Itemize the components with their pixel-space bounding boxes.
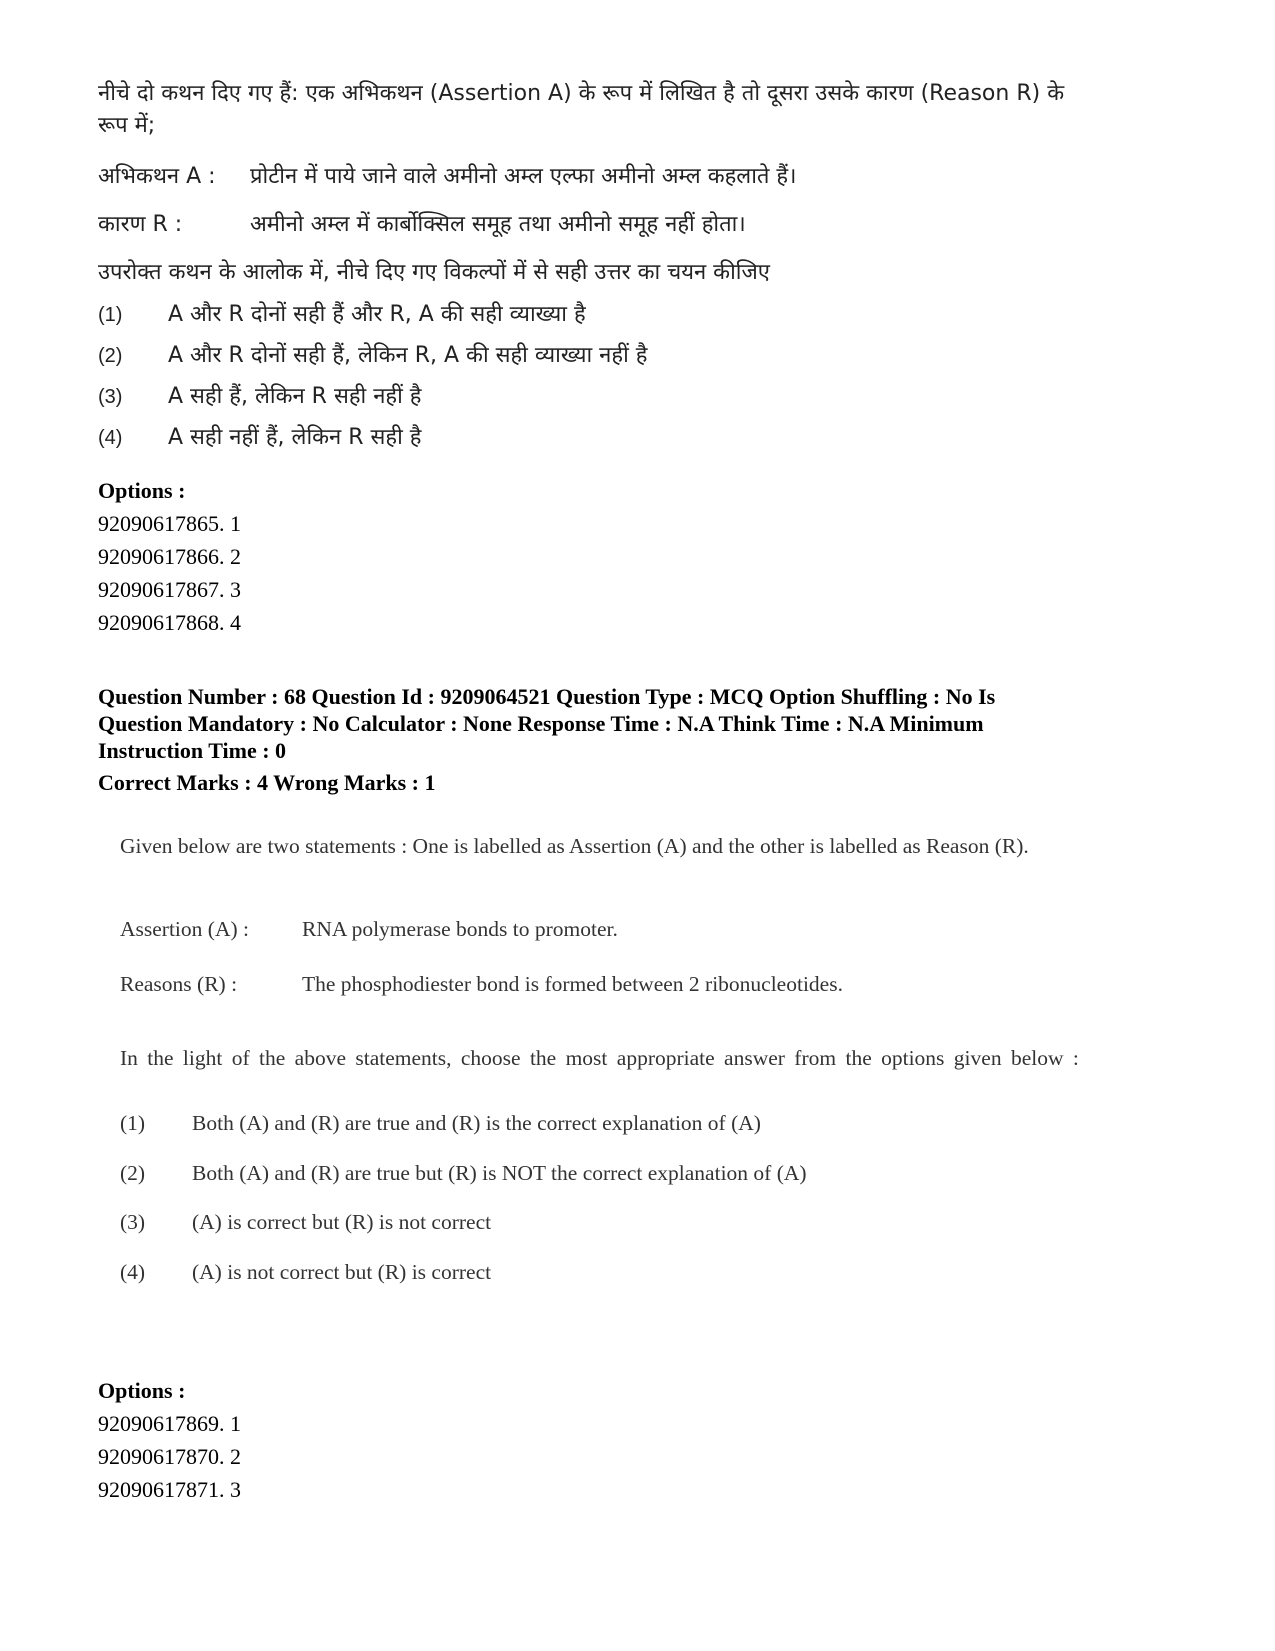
hindi-choice	[98, 300, 1078, 341]
english-choice	[120, 1257, 1080, 1307]
hindi-assertion-label: अभिकथन A :	[98, 164, 216, 189]
choice-number: (4)	[98, 427, 123, 449]
question-marks: Correct Marks : 4 Wrong Marks : 1	[98, 770, 436, 795]
hindi-assertion	[98, 162, 1078, 192]
choice-text: A और R दोनों सही हैं और R, A की सही व्याख्या है	[168, 302, 586, 327]
hindi-choice	[98, 423, 1078, 464]
choice-text: Both (A) and (R) are true and (R) is the correct explanation of (A)	[192, 1111, 761, 1135]
hindi-assertion-text: प्रोटीन में पाये जाने वाले अमीनो अम्ल एल्फा अमीनो अम्ल कहलाते हैं।	[250, 164, 797, 189]
option-id-row: 92090617870. 2	[98, 1444, 241, 1469]
english-reason	[120, 969, 1080, 999]
english-reason-text: The phosphodiester bond is formed between 2 ribonucleotides.	[302, 972, 843, 996]
english-assertion	[120, 914, 1080, 944]
options-heading: Options :	[98, 1378, 186, 1403]
choice-text: A और R दोनों सही हैं, लेकिन R, A की सही व्याख्या नहीं है	[168, 343, 648, 368]
hindi-choice	[98, 382, 1078, 423]
question-meta-line: Question Number : 68 Question Id : 9209064521 Question Type : MCQ Option Shuffling : No Is	[98, 684, 996, 709]
choice-text: (A) is not correct but (R) is correct	[192, 1259, 492, 1284]
english-choice	[120, 1108, 1080, 1158]
choice-text: (A) is correct but (R) is not correct	[192, 1210, 492, 1234]
english-intro: Given below are two statements : One is labelled as Assertion (A) and the other is labelled as Reason (R).	[120, 834, 1029, 858]
english-reason-label: Reasons (R) :	[120, 972, 238, 996]
choice-number: (1)	[120, 1111, 146, 1135]
hindi-instruction: उपरोक्त कथन के आलोक में, नीचे दिए गए विकल्पों में से सही उत्तर का चयन कीजिए	[98, 260, 770, 285]
choice-text: Both (A) and (R) are true but (R) is NOT the correct explanation of (A)	[192, 1160, 807, 1185]
question-meta	[98, 683, 1098, 796]
choice-number: (4)	[120, 1259, 146, 1284]
option-id-row: 92090617865. 1	[98, 511, 241, 536]
choice-number: (3)	[120, 1210, 146, 1234]
option-id-row: 92090617871. 3	[98, 1477, 241, 1502]
hindi-intro: नीचे दो कथन दिए गए हैं: एक अभिकथन (Assertion A) के रूप में लिखित है तो दूसरा उसके कारण (Reason R) के रूप में;	[98, 81, 1065, 138]
choice-number: (3)	[98, 386, 123, 408]
english-assertion-text: RNA polymerase bonds to promoter.	[302, 917, 618, 941]
hindi-choice-list	[98, 300, 1078, 464]
options-block-1	[98, 474, 241, 639]
english-choice	[120, 1158, 1080, 1208]
choice-text: A सही हैं, लेकिन R सही नहीं है	[168, 384, 422, 409]
options-block-2	[98, 1374, 241, 1506]
hindi-reason	[98, 210, 1078, 240]
option-id-row: 92090617869. 1	[98, 1411, 241, 1436]
question-meta-line: Question Mandatory : No Calculator : None Response Time : N.A Think Time : N.A Minimum	[98, 711, 984, 736]
hindi-reason-text: अमीनो अम्ल में कार्बोक्सिल समूह तथा अमीनो समूह नहीं होता।	[250, 212, 746, 237]
option-id-row: 92090617868. 4	[98, 610, 241, 635]
english-choice-list	[120, 1108, 1080, 1306]
option-id-row: 92090617867. 3	[98, 577, 241, 602]
option-id-row: 92090617866. 2	[98, 544, 241, 569]
english-choice	[120, 1207, 1080, 1257]
english-question-block	[120, 826, 1080, 1306]
choice-number: (2)	[120, 1160, 146, 1185]
english-instruction: In the light of the above statements, choose the most appropriate answer from the options given below :	[120, 1046, 1079, 1070]
hindi-reason-label: कारण R :	[98, 212, 183, 237]
question-meta-line: Instruction Time : 0	[98, 738, 287, 763]
hindi-question-block	[98, 78, 1078, 464]
options-heading: Options :	[98, 478, 186, 503]
english-assertion-label: Assertion (A) :	[120, 917, 249, 941]
hindi-choice	[98, 341, 1078, 382]
choice-number: (2)	[98, 345, 123, 367]
choice-text: A सही नहीं हैं, लेकिन R सही है	[168, 425, 422, 450]
choice-number: (1)	[98, 304, 123, 326]
